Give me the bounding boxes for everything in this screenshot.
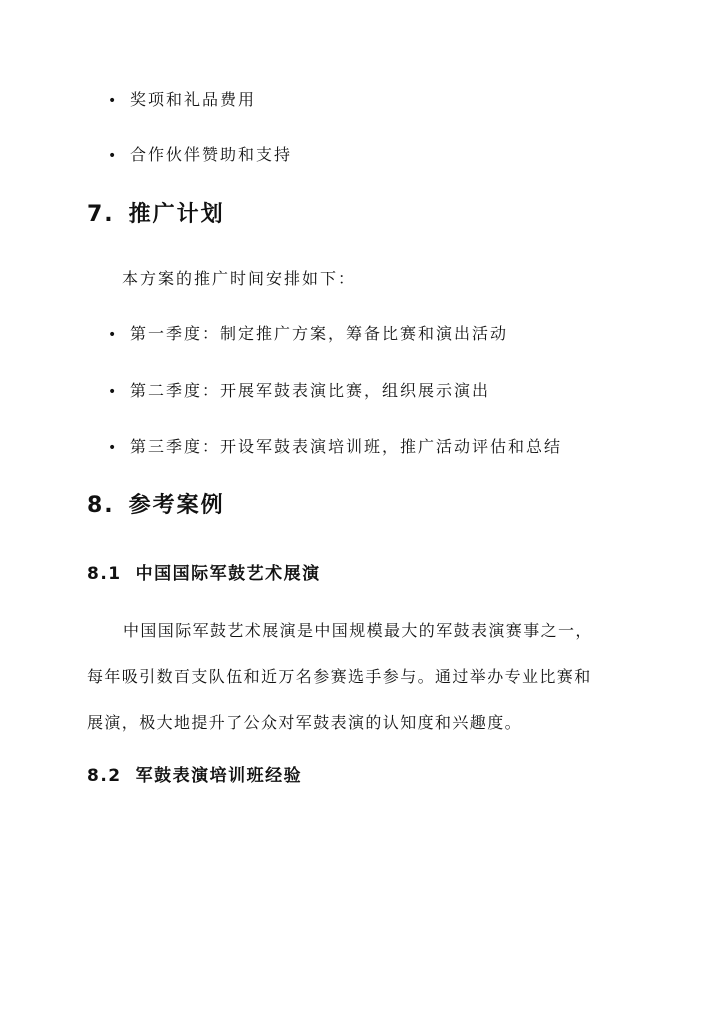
list-item-text: 第一季度：制定推广方案，筹备比赛和演出活动 [130,324,509,343]
subsection-title: 中国国际军鼓艺术展演 [135,564,321,584]
list-item [108,436,562,459]
paragraph-line: 中国国际军鼓艺术展演是中国规模最大的军鼓表演赛事之一， [123,621,593,640]
section-7-heading [87,200,225,230]
section-7-intro: 本方案的推广时间安排如下： [122,269,357,288]
subsection-8-1-paragraph [87,608,647,746]
bullet-icon: • [108,440,119,456]
subsection-title: 军鼓表演培训班经验 [135,766,303,786]
list-item-text: 奖项和礼品费用 [130,90,257,109]
bullet-icon: • [108,384,119,400]
list-item [108,380,490,403]
section-8-heading [87,491,225,521]
section-title: 推广计划 [128,202,225,227]
bullet-icon: • [108,327,119,343]
list-item-text: 第二季度：开展军鼓表演比赛，组织展示演出 [130,381,491,400]
list-item-text: 合作伙伴赞助和支持 [130,145,293,164]
bullet-icon: • [108,148,119,164]
list-item-text: 第三季度：开设军鼓表演培训班，推广活动评估和总结 [130,437,563,456]
section-title: 参考案例 [128,493,225,518]
subsection-number: 8.2 [87,766,122,786]
subsection-number: 8.1 [87,564,122,584]
list-item [108,144,292,167]
section-number: 7. [87,202,115,227]
paragraph-line: 展演，极大地提升了公众对军鼓表演的认知度和兴趣度。 [87,713,523,732]
paragraph-line: 每年吸引数百支队伍和近万名参赛选手参与。通过举办专业比赛和 [87,667,592,686]
list-item [108,89,256,112]
section-number: 8. [87,493,115,518]
list-item [108,323,508,346]
subsection-8-2-heading [87,764,302,788]
bullet-icon: • [108,93,119,109]
subsection-8-1-heading [87,562,321,586]
